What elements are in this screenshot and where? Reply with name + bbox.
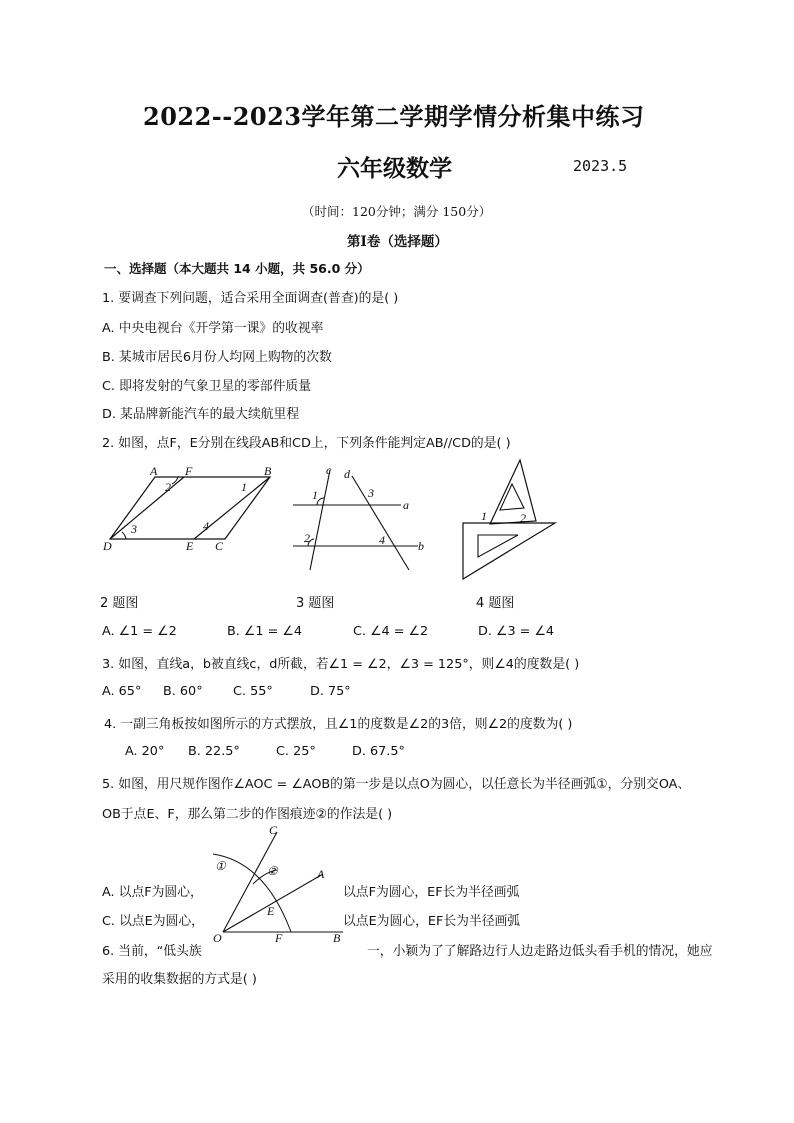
- exam-date: 2023.5: [573, 157, 628, 175]
- q6-stem-line1-right: 一，小颖为了了解路边行人边走路边低头看手机的情况，她应: [367, 944, 713, 959]
- q1-option-c: C. 即将发射的气象卫星的零部件质量: [102, 379, 312, 394]
- section-title: 一、选择题（本大题共 14 小题，共 56.0 分）: [104, 261, 370, 276]
- q1-stem: 1. 要调查下列问题，适合采用全面调查(普查)的是( ): [102, 291, 399, 306]
- fig2-label-c: C: [215, 539, 224, 553]
- q1-option-a: A. 中央电视台《开学第一课》的收视率: [102, 321, 324, 336]
- q2-option-d: D. ∠3 = ∠4: [478, 624, 555, 639]
- q6-stem-line1-left: 6. 当前，“低头族: [102, 944, 202, 959]
- q4-option-b: B. 22.5°: [188, 744, 240, 759]
- fig5-label-b: B: [333, 931, 341, 944]
- fig3-angle-1: 1: [312, 488, 318, 502]
- caption-fig4: 4 题图: [476, 596, 515, 611]
- fig5-label-o: O: [213, 931, 222, 944]
- q4-option-d: D. 67.5°: [352, 744, 405, 759]
- q1-option-d: D. 某品牌新能汽车的最大续航里程: [102, 407, 300, 422]
- q4-stem: 4. 一副三角板按如图所示的方式摆放，且∠1的度数是∠2的3倍，则∠2的度数为( ): [104, 717, 573, 732]
- caption-fig2: 2 题图: [100, 596, 139, 611]
- fig4-angle-1: 1: [481, 509, 487, 523]
- fig2-angle-3: 3: [131, 522, 137, 536]
- q2-option-c: C. ∠4 = ∠2: [353, 624, 429, 639]
- fig5-label-f: F: [275, 931, 283, 944]
- q3-option-d: D. 75°: [310, 684, 351, 699]
- figure-4: [460, 458, 560, 592]
- figure-3: [288, 462, 438, 576]
- q3-option-c: C. 55°: [233, 684, 273, 699]
- q2-option-b: B. ∠1 = ∠4: [227, 624, 303, 639]
- caption-fig3: 3 题图: [296, 596, 335, 611]
- q5-option-a-left: A. 以点F为圆心，: [102, 885, 203, 900]
- fig3-angle-3: 3: [368, 486, 374, 500]
- figure-5: [205, 822, 355, 948]
- q3-option-b: B. 60°: [163, 684, 203, 699]
- fig5-mark-2: ②: [267, 864, 278, 878]
- time-info: （时间：120分钟；满分 150分）: [302, 204, 492, 219]
- q4-option-a: A. 20°: [125, 744, 165, 759]
- fig3-angle-4: 4: [379, 533, 385, 547]
- fig5-label-a: A: [317, 867, 325, 881]
- volume-title: 第Ⅰ卷（选择题）: [347, 234, 448, 250]
- fig2-label-d: D: [103, 539, 112, 553]
- exam-subtitle: 六年级数学: [337, 155, 452, 182]
- q5-option-a-right: 以点F为圆心，EF长为半径画弧: [343, 885, 520, 900]
- fig3-label-a: a: [403, 498, 409, 512]
- q5-stem-line1: 5. 如图，用尺规作图作∠AOC = ∠AOB的第一步是以点O为圆心，以任意长为半径画弧①，分别交OA、: [102, 777, 691, 792]
- q2-stem: 2. 如图，点F，E分别在线段AB和CD上，下列条件能判定AB//CD的是( ): [102, 436, 511, 451]
- q1-option-b: B. 某城市居民6月份人均网上购物的次数: [102, 350, 332, 365]
- q5-option-c-left: C. 以点E为圆心，: [102, 914, 204, 929]
- q5-stem-line2: OB于点E、F，那么第二步的作图痕迹②的作法是( ): [102, 807, 393, 822]
- fig2-label-a: A: [150, 464, 158, 478]
- fig2-label-f: F: [185, 464, 193, 478]
- fig3-label-d: d: [344, 467, 350, 481]
- fig2-angle-1: 1: [241, 480, 247, 494]
- q5-option-c-right: 以点E为圆心，EF长为半径画弧: [343, 914, 521, 929]
- fig5-label-c: C: [269, 823, 278, 837]
- fig2-label-e: E: [186, 539, 194, 553]
- fig4-angle-2: 2: [520, 511, 526, 525]
- exam-title: 2022--2023学年第二学期学情分析集中练习: [143, 102, 645, 131]
- q3-option-a: A. 65°: [102, 684, 142, 699]
- fig3-label-b: b: [418, 539, 424, 553]
- fig2-angle-4: 4: [203, 519, 209, 533]
- fig5-label-e: E: [267, 904, 275, 918]
- fig2-label-b: B: [264, 464, 272, 478]
- q6-stem-line2: 采用的收集数据的方式是( ): [102, 972, 257, 987]
- q3-stem: 3. 如图，直线a，b被直线c，d所截，若∠1 = ∠2，∠3 = 125°，则∠4的度数是( ): [102, 657, 580, 672]
- fig5-mark-1: ①: [215, 859, 226, 873]
- fig3-angle-2: 2: [304, 531, 310, 545]
- figure-2: [100, 462, 280, 561]
- fig2-angle-2: 2: [165, 480, 171, 494]
- q2-option-a: A. ∠1 = ∠2: [102, 624, 177, 639]
- fig3-label-c: c: [326, 463, 332, 477]
- q4-option-c: C. 25°: [276, 744, 316, 759]
